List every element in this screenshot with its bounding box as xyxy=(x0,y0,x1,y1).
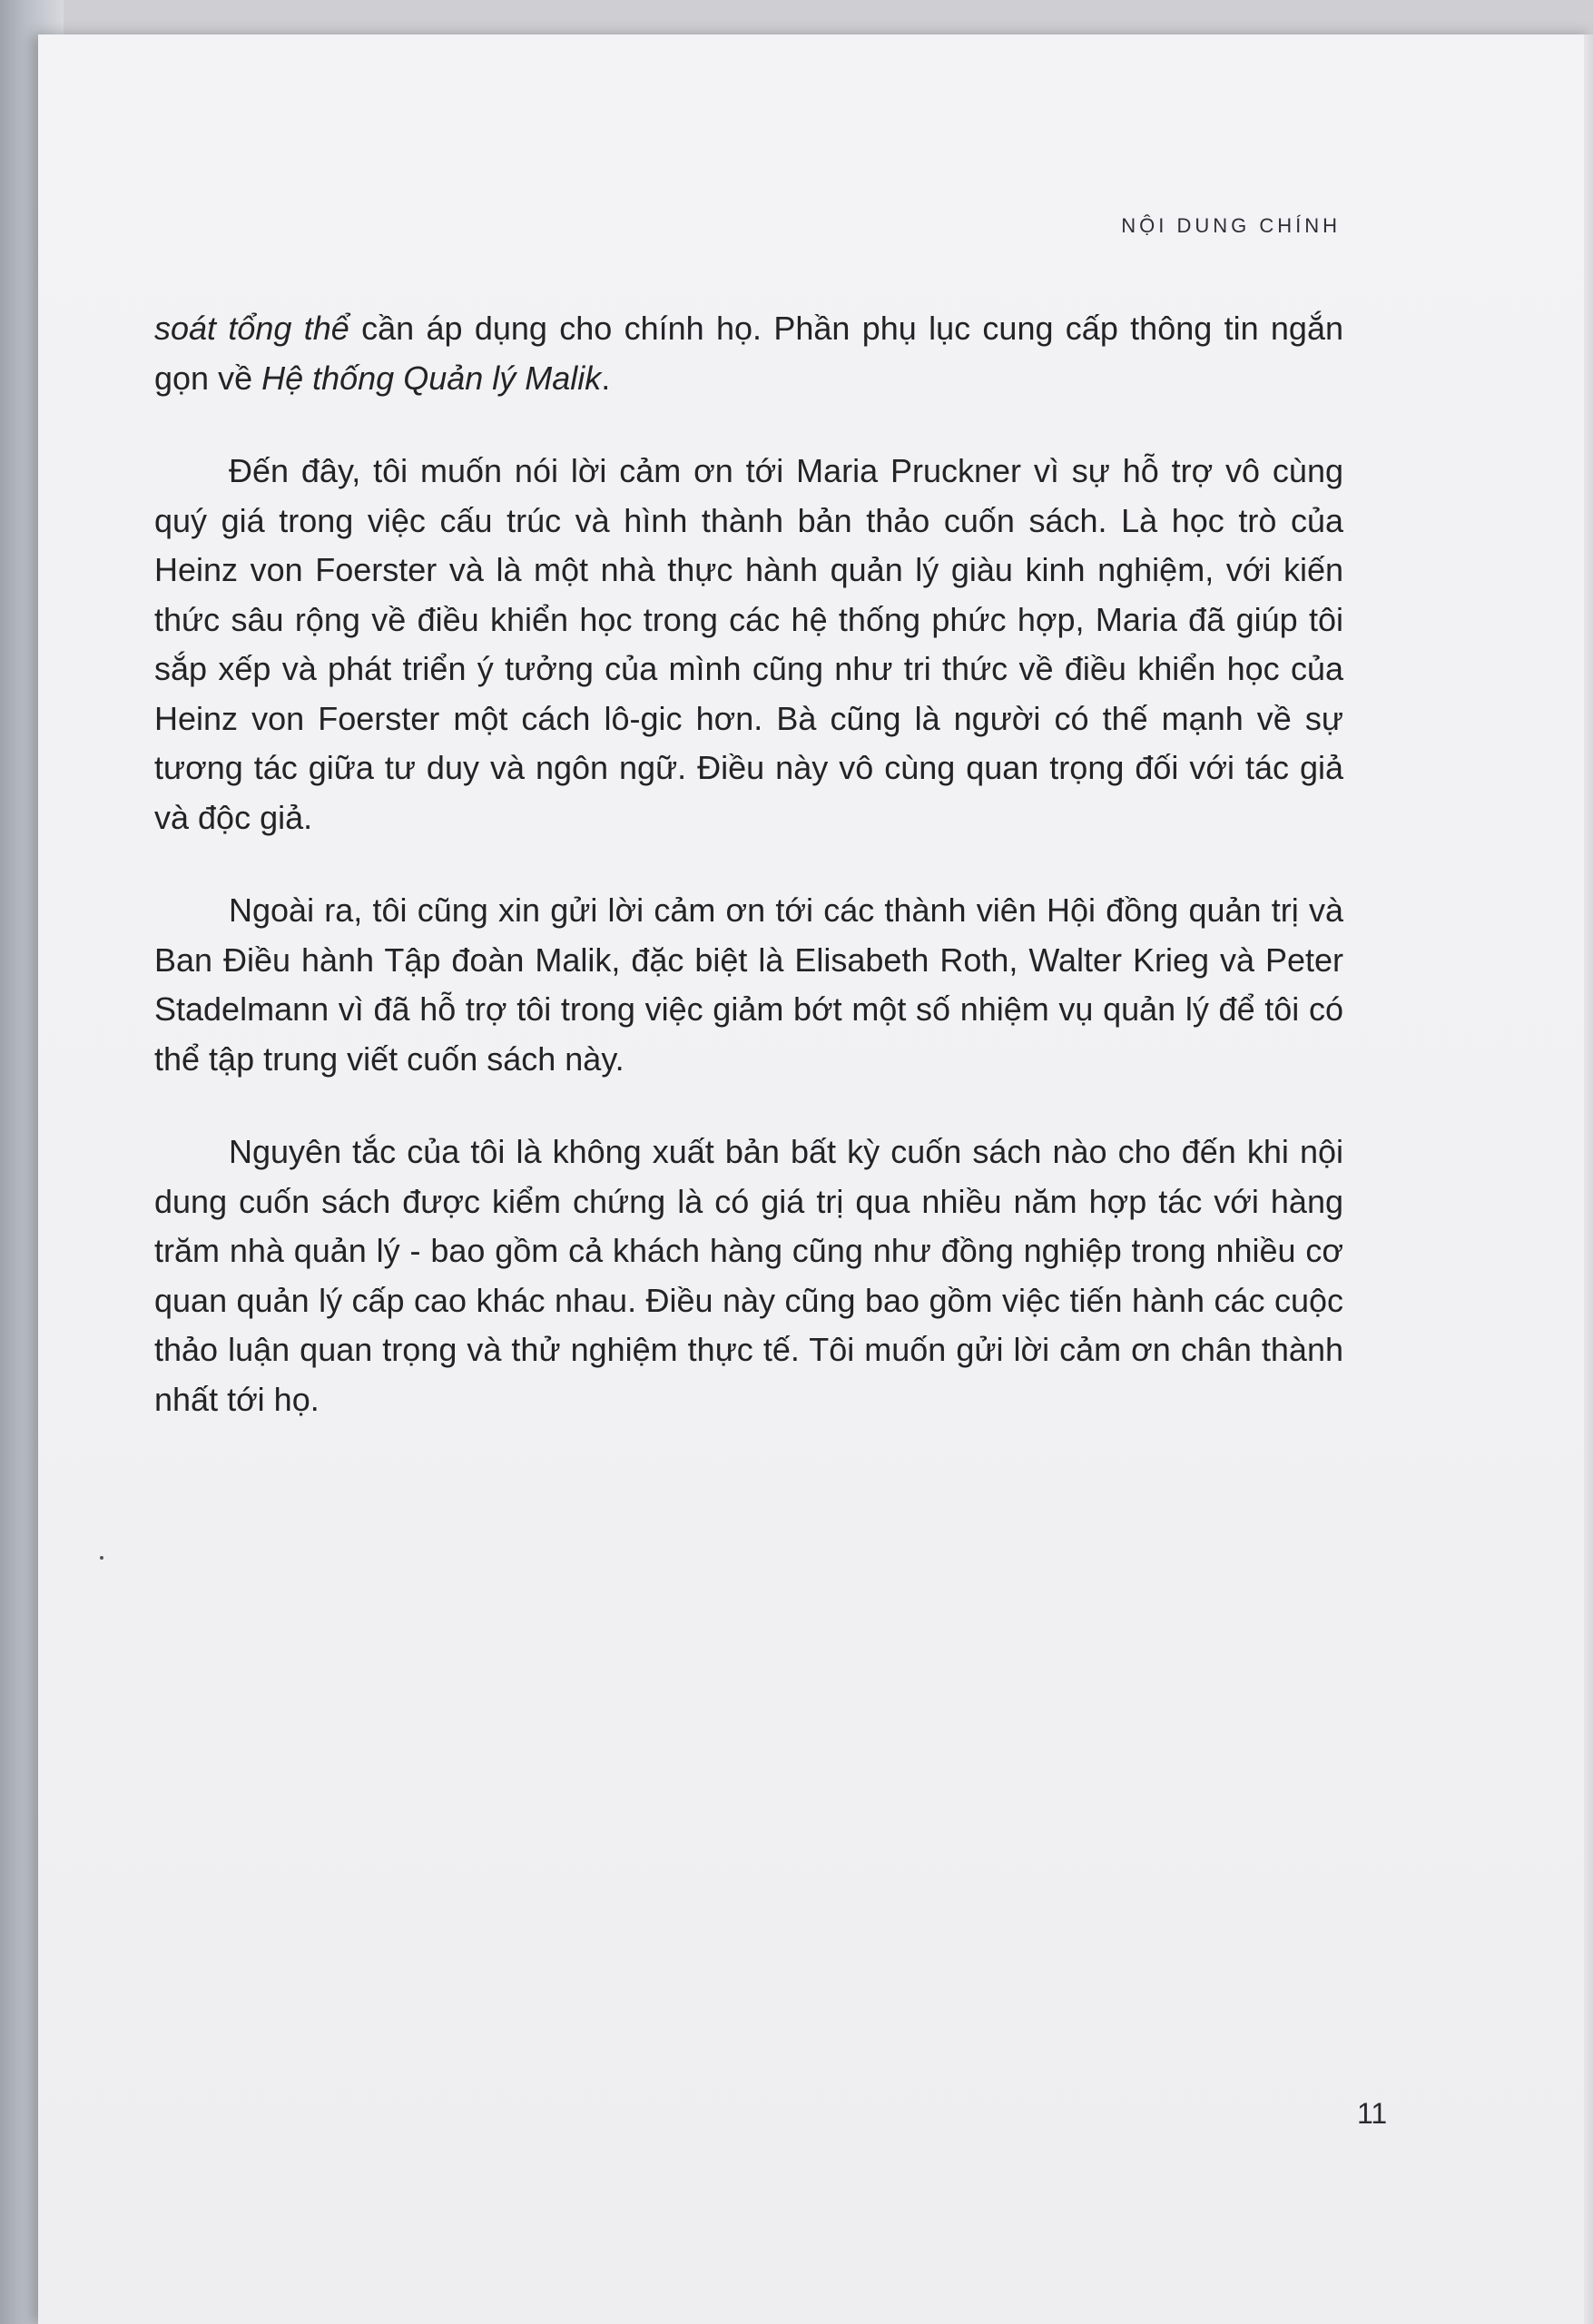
paragraph-1-text-1: cần áp dụng cho chính họ. Phần phụ lục cung cấp thông tin ngắn gọn về xyxy=(154,310,1343,397)
page-number: 11 xyxy=(1357,2097,1388,2130)
paragraph-3: Ngoài ra, tôi cũng xin gửi lời cảm ơn tới các thành viên Hội đồng quản trị và Ban Điều hành Tập đoàn Malik, đặc biệt là Elisabeth Roth, Walter Krieg và Peter Stadelmann vì đã hỗ trợ tôi trong việc giảm bớt một số nhiệm vụ quản lý để tôi có thể tập trung viết cuốn sách này. xyxy=(154,891,1343,1078)
running-header: NỘI DUNG CHÍNH xyxy=(1121,214,1341,237)
paper-speck xyxy=(100,1556,103,1560)
paragraph-2: Đến đây, tôi muốn nói lời cảm ơn tới Maria Pruckner vì sự hỗ trợ vô cùng quý giá trong việc cấu trúc và hình thành bản thảo cuốn sách. Là học trò của Heinz von Foerster và là một nhà thực hành quản lý giàu kinh nghiệm, với kiến thức sâu rộng về điều khiển học trong các hệ thống phức hợp, Maria đã giúp tôi sắp xếp và phát triển ý tưởng của mình cũng như tri thức về điều khiển học của Heinz von Foerster một cách lô-gic hơn. Bà cũng là người có thế mạnh về sự tương tác giữa tư duy và ngôn ngữ. Điều này vô cùng quan trọng đối với tác giả và độc giả. xyxy=(154,452,1343,836)
italic-term-1: soát tổng thể xyxy=(154,310,349,347)
page-edge xyxy=(1584,34,1593,2324)
body-text xyxy=(154,304,1343,1468)
paragraph-1-text-2: . xyxy=(601,359,611,397)
paragraph-1 xyxy=(154,304,1343,403)
italic-term-2: Hệ thống Quản lý Malik xyxy=(261,359,602,397)
paragraph-4: Nguyên tắc của tôi là không xuất bản bất kỳ cuốn sách nào cho đến khi nội dung cuốn sách được kiểm chứng là có giá trị qua nhiều năm hợp tác với hàng trăm nhà quản lý - bao gồm cả khách hàng cũng như đồng nghiệp trong nhiều cơ quan quản lý cấp cao khác nhau. Điều này cũng bao gồm việc tiến hành các cuộc thảo luận quan trọng và thử nghiệm thực tế. Tôi muốn gửi lời cảm ơn chân thành nhất tới họ. xyxy=(154,1133,1343,1418)
